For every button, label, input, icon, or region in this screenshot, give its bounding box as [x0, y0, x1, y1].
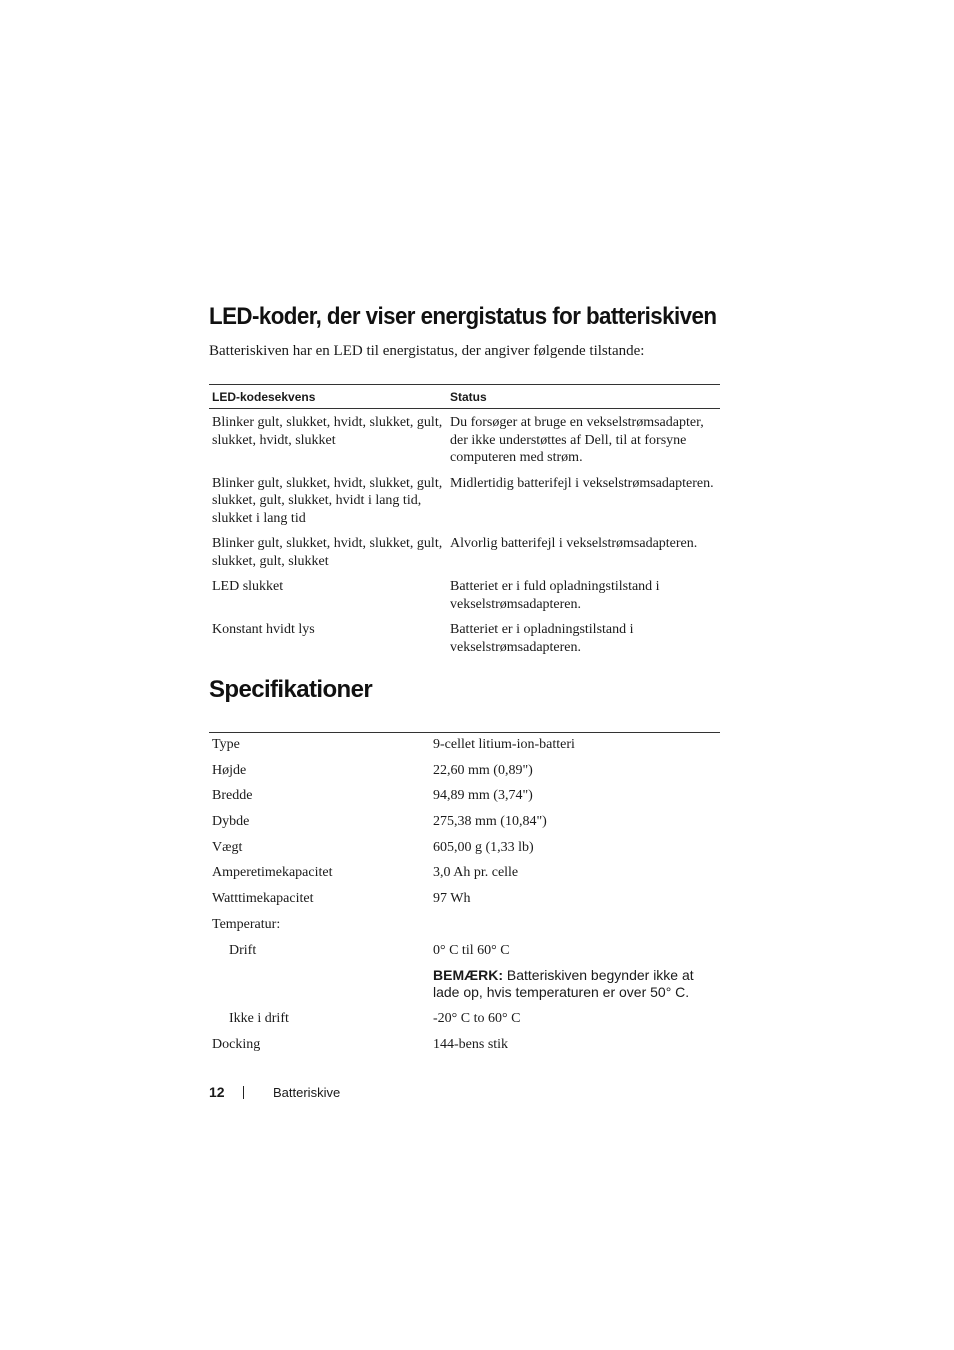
table-row [209, 837, 720, 863]
spec-value: 3,0 Ah pr. celle [433, 865, 519, 881]
table-row [209, 733, 720, 760]
spec-value: -20° C to 60° C [433, 1010, 521, 1026]
led-code-table [209, 384, 720, 664]
led-status-cell: Batteriet er i opladningstilstand i vekselstrømsadapteren. [450, 622, 634, 655]
spec-value: 144-bens stik [433, 1036, 509, 1052]
table-row-note [209, 965, 720, 1008]
led-sequence-cell: Blinker gult, slukket, hvidt, slukket, gult, slukket, gult, slukket, hvidt i lang tid, slukket i lang tid [212, 475, 443, 526]
spec-label: Watttimekapacitet [212, 891, 314, 907]
table-header-row [209, 385, 720, 409]
table-row [209, 475, 720, 536]
column-header-status: Status [447, 385, 720, 409]
footer-section-label: Batteriskive [273, 1085, 341, 1100]
table-row [209, 888, 720, 914]
temperature-note [430, 965, 720, 1008]
spec-label: Bredde [212, 788, 253, 804]
table-row [209, 914, 720, 940]
table-row [209, 621, 720, 664]
led-status-cell: Batteriet er i fuld opladningstilstand i vekselstrømsadapteren. [450, 579, 660, 612]
spec-label: Højde [212, 762, 247, 778]
table-row [209, 940, 720, 966]
spec-value: 605,00 g (1,33 lb) [433, 839, 534, 855]
footer-separator [243, 1086, 244, 1099]
table-row [209, 578, 720, 621]
table-row [209, 535, 720, 578]
spec-label: Type [212, 737, 240, 752]
spec-value: 22,60 mm (0,89") [433, 762, 533, 778]
spec-section-title: Specifikationer [209, 676, 373, 703]
table-row [209, 862, 720, 888]
column-header-sequence: LED-kodesekvens [209, 385, 447, 409]
led-status-cell: Midlertidig batterifejl i vekselstrømsadapteren. [450, 475, 714, 491]
spec-label: Drift [229, 942, 257, 958]
spec-label: Temperatur: [212, 916, 281, 932]
spec-label: Ikke i drift [229, 1010, 289, 1026]
table-row [209, 1034, 720, 1060]
table-row [209, 760, 720, 786]
note-label: BEMÆRK: [433, 967, 503, 984]
spec-label: Docking [212, 1036, 261, 1052]
led-status-cell: Du forsøger at bruge en vekselstrømsadapter, der ikke understøttes af Dell, til at forsyne computeren med strøm. [450, 415, 704, 465]
led-status-cell: Alvorlig batterifejl i vekselstrømsadapteren. [450, 536, 698, 551]
table-row [209, 409, 720, 475]
led-sequence-cell: Blinker gult, slukket, hvidt, slukket, gult, slukket, hvidt, slukket [212, 415, 443, 448]
table-row [209, 1008, 720, 1034]
spec-value: 97 Wh [433, 891, 471, 907]
led-section-intro: Batteriskiven har en LED til energistatus, der angiver følgende tilstande: [209, 343, 645, 359]
table-row [209, 785, 720, 811]
table-row [209, 811, 720, 837]
spec-label: Vægt [212, 839, 243, 855]
spec-label: Amperetimekapacitet [212, 865, 333, 881]
spec-label-empty [209, 965, 430, 1008]
led-sequence-cell: Blinker gult, slukket, hvidt, slukket, gult, slukket, gult, slukket [212, 536, 443, 569]
page-number: 12 [209, 1084, 225, 1100]
led-sequence-cell: Konstant hvidt lys [212, 622, 315, 637]
spec-value: 94,89 mm (3,74") [433, 788, 533, 804]
spec-label: Dybde [212, 814, 250, 830]
spec-table [209, 732, 720, 1059]
spec-value: 275,38 mm (10,84") [433, 814, 547, 830]
note-text: Batteriskiven begynder ikke at lade op, hvis temperaturen er over 50° C. [433, 967, 694, 1001]
spec-value: 9-cellet litium-ion-batteri [433, 737, 575, 752]
led-sequence-cell: LED slukket [212, 579, 284, 594]
spec-value: 0° C til 60° C [433, 942, 510, 958]
spec-value [430, 914, 720, 940]
led-section-title: LED-koder, der viser energistatus for batteriskiven [209, 303, 717, 330]
